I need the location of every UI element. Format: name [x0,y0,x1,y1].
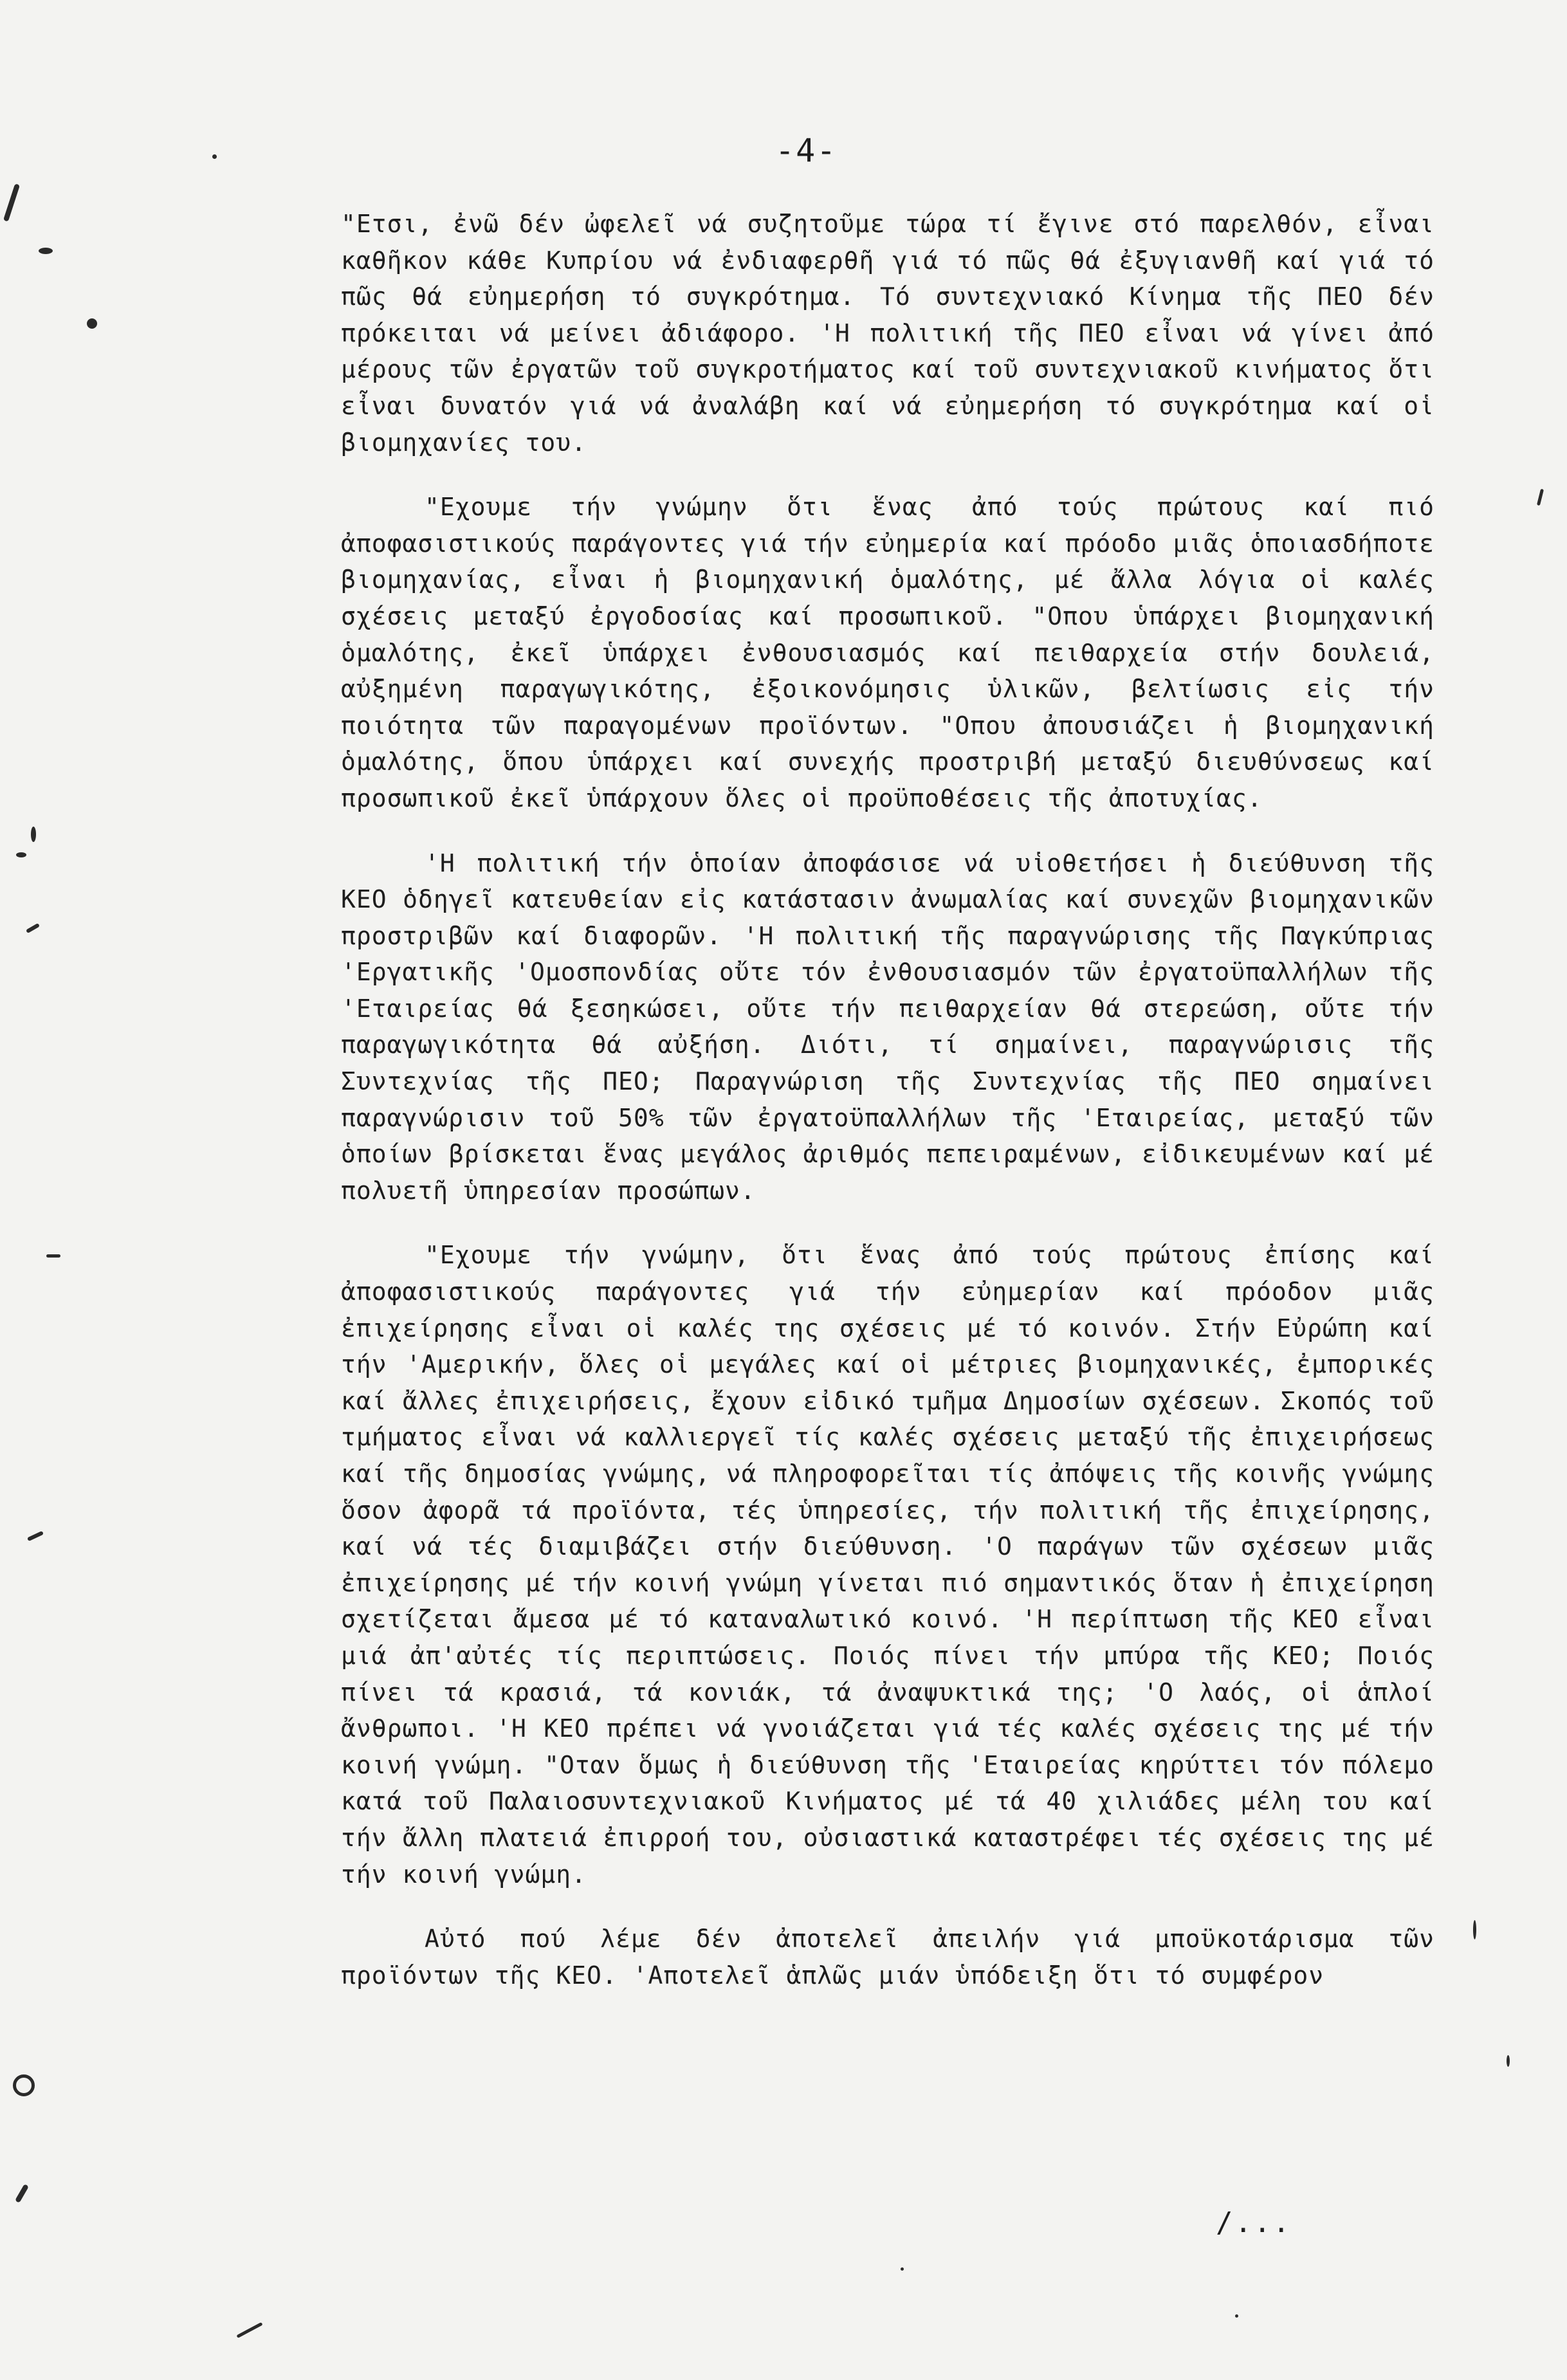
margin-mark [236,2322,262,2338]
margin-speck [39,248,53,254]
margin-mark [26,923,40,933]
body-text [341,206,1434,1993]
margin-mark [15,2184,29,2203]
margin-mark [46,1254,60,1258]
margin-speck [1507,2055,1510,2067]
margin-speck [31,827,36,842]
margin-speck [1235,2314,1238,2318]
margin-mark [1537,489,1544,506]
paragraph-4: "Εχουμε τήν γνώμην, ὅτι ἕνας ἀπό τούς πρώτους ἐπίσης καί ἀποφασιστικούς παράγοντες γιά τήν εὐημερίαν καί πρόοδον μιᾶς ἐπιχείρησης εἶναι οἱ καλές της σχέσεις μέ τό κοινόν. Στήν Εὐρώπη καί τήν 'Αμερικήν, ὅλες οἱ μεγάλες καί οἱ μέτριες βιομηχανικές, ἐμπορικές καί ἄλλες ἐπιχειρήσεις, ἔχουν εἰδικό τμῆμα Δημοσίων σχέσεων. Σκοπός τοῦ τμήματος εἶναι νά καλλιεργεῖ τίς καλές σχέσεις μεταξύ τῆς ἐπιχειρήσεως καί τῆς δημοσίας γνώμης, νά πληροφορεῖται τίς ἀπόψεις τῆς κοινῆς γνώμης ὅσον ἀφορᾶ τά προϊόντα, τές ὑπηρεσίες, τήν πολιτική τῆς ἐπιχείρησης, καί νά τές διαμιβάζει στήν διεύθυνση. 'Ο παράγων τῶν σχέσεων μιᾶς ἐπιχείρησης μέ τήν κοινή γνώμη γίνεται πιό σημαντικός ὅταν ἡ ἐπιχείρηση σχετίζεται ἄμεσα μέ τό καταναλωτικό κοινό. 'Η περίπτωση τῆς ΚΕΟ εἶναι μιά ἀπ'αὐτές τίς περιπτώσεις. Ποιός πίνει τήν μπύρα τῆς ΚΕΟ; Ποιός πίνει τά κρασιά, τά κονιάκ, τά ἀναψυκτικά της; 'Ο λαός, οἱ ἁπλοί ἄνθρωποι. 'Η ΚΕΟ πρέπει νά γνοιάζεται γιά τές καλές σχέσεις της μέ τήν κοινή γνώμη. "Οταν ὅμως ἡ διεύθυνση τῆς 'Εταιρείας κηρύττει τόν πόλεμο κατά τοῦ Παλαιοσυντεχνιακοῦ Κινήματος μέ τά 40 χιλιάδες μέλη του καί τήν ἄλλη πλατειά ἐπιρροή του, οὐσιαστικά καταστρέφει τές σχέσεις της μέ τήν κοινή γνώμη. [341,1241,1434,1889]
paragraph-5: Αὐτό πού λέμε δέν ἀποτελεῖ ἀπειλήν γιά μποϋκοτάρισμα τῶν προϊόντων τῆς ΚΕΟ. 'Αποτελεῖ ἁπλῶς μιάν ὑπόδειξη ὅτι τό συμφέρον [341,1925,1434,1990]
continuation-mark: /... [1216,2206,1292,2239]
paragraph-1: "Ετσι, ἐνῶ δέν ὠφελεῖ νά συζητοῦμε τώρα τί ἔγινε στό παρελθόν, εἶναι καθῆκον κάθε Κυπρίου νά ἐνδιαφερθῆ γιά τό πῶς θά ἐξυγιανθῆ καί γιά τό πῶς θά εὐημερήση τό συγκρότημα. Τό συντεχνιακό Κίνημα τῆς ΠΕΟ δέν πρόκειται νά μείνει ἀδιάφορο. 'Η πολιτική τῆς ΠΕΟ εἶναι νά γίνει ἀπό μέρους τῶν ἐργατῶν τοῦ συγκροτήματος καί τοῦ συντεχνιακοῦ κινήματος ὅτι εἶναι δυνατόν γιά νά ἀναλάβη καί νά εὐημερήση τό συγκρότημα καί οἱ βιομηχανίες του. [341,210,1434,457]
margin-mark [3,183,20,222]
margin-mark [27,1531,44,1541]
page-number: -4- [775,132,838,169]
margin-speck [1473,1920,1476,1939]
margin-speck [87,318,97,329]
paragraph-3: 'Η πολιτική τήν ὁποίαν ἀποφάσισε νά υἱοθετήσει ἡ διεύθυνση τῆς ΚΕΟ ὁδηγεῖ κατευθείαν εἰς κατάστασιν ἀνωμαλίας καί συνεχῶν βιομηχανικῶν προστριβῶν καί διαφορῶν. 'Η πολιτική τῆς παραγνώρισης τῆς Παγκύπριας 'Εργατικῆς 'Ομοσπονδίας οὔτε τόν ἐνθουσιασμόν τῶν ἐργατοϋπαλλήλων τῆς 'Εταιρείας θά ξεσηκώσει, οὔτε τήν πειθαρχείαν θά στερεώση, οὔτε τήν παραγωγικότητα θά αὐξήση. Διότι, τί σημαίνει, παραγνώρισις τῆς Συντεχνίας τῆς ΠΕΟ; Παραγνώριση τῆς Συντεχνίας τῆς ΠΕΟ σημαίνει παραγνώρισιν τοῦ 50% τῶν ἐργατοϋπαλλήλων τῆς 'Εταιρείας, μεταξύ τῶν ὁποίων βρίσκεται ἕνας μεγάλος ἀριθμός πεπειραμένων, εἰδικευμένων καί μέ πολυετῆ ὑπηρεσίαν προσώπων. [341,848,1434,1205]
margin-speck [901,2267,904,2271]
margin-speck [16,852,26,857]
margin-speck [212,154,217,159]
paragraph-2: "Εχουμε τήν γνώμην ὅτι ἕνας ἀπό τούς πρώτους καί πιό ἀποφασιστικούς παράγοντες γιά τήν εὐημερία καί πρόοδο μιᾶς ὁποιασδήποτε βιομηχανίας, εἶναι ἡ βιομηχανική ὁμαλότης, μέ ἄλλα λόγια οἱ καλές σχέσεις μεταξύ ἐργοδοσίας καί προσωπικοῦ. "Οπου ὑπάρχει βιομηχανική ὁμαλότης, ἐκεῖ ὑπάρχει ἐνθουσιασμός καί πειθαρχεία στήν δουλειά, αὐξημένη παραγωγικότης, ἐξοικονόμησις ὑλικῶν, βελτίωσις εἰς τήν ποιότητα τῶν παραγομένων προϊόντων. "Οπου ἀπουσιάζει ἡ βιομηχανική ὁμαλότης, ὅπου ὑπάρχει καί συνεχής προστριβή μεταξύ διευθύνσεως καί προσωπικοῦ ἐκεῖ ὑπάρχουν ὅλες οἱ προϋποθέσεις τῆς ἀποτυχίας. [341,493,1434,812]
margin-speck [13,2074,35,2096]
